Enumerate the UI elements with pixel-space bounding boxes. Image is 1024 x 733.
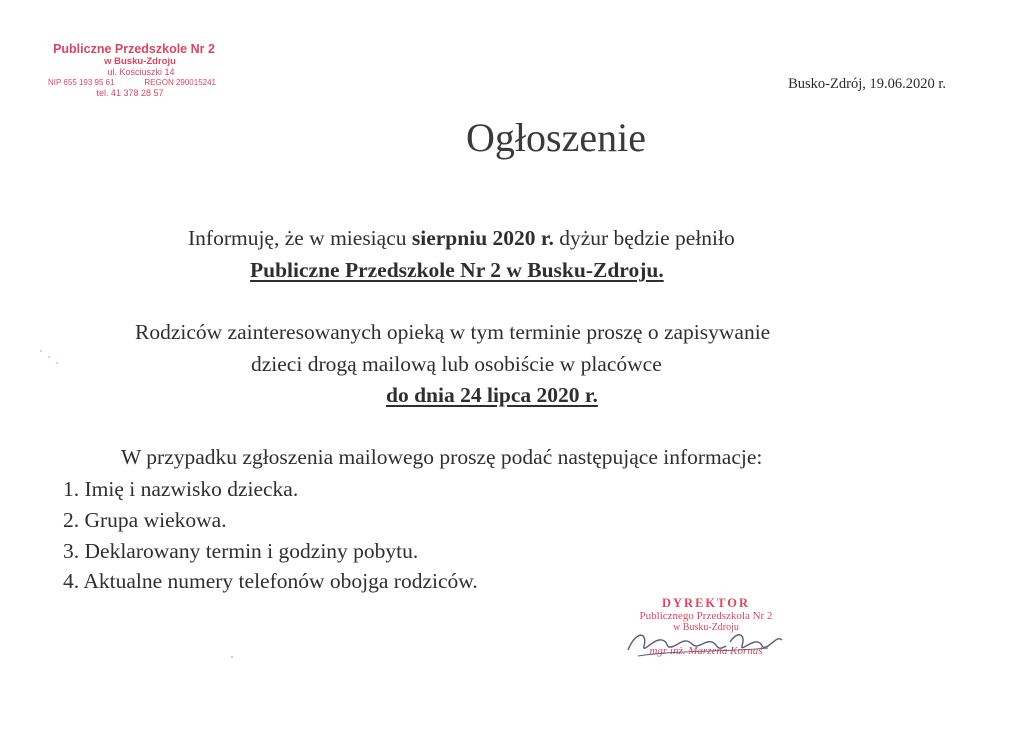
- paragraph-1-line-1: [188, 226, 735, 251]
- paragraph-2-line-2: dzieci drogą mailową lub osobiście w placówce: [251, 352, 662, 376]
- handwritten-signature-icon: [618, 620, 788, 664]
- p1-text-c: dyżur będzie pełniło: [553, 226, 735, 250]
- scan-speck: [48, 356, 50, 358]
- list-item: 2. Grupa wiekowa.: [63, 508, 227, 532]
- stamp-street: ul. Kościuszki 14: [107, 67, 175, 77]
- signature-city: w Busku-Zdroju: [673, 622, 739, 633]
- paragraph-2-deadline: do dnia 24 lipca 2020 r.: [386, 383, 598, 407]
- stamp-ids: [44, 78, 224, 88]
- document-date: Busko-Zdrój, 19.06.2020 r.: [788, 76, 946, 92]
- list-item: 4. Aktualne numery telefonów obojga rodziców.: [63, 569, 478, 593]
- stamp-regon: REGON 290015241: [144, 78, 216, 87]
- list-item: 1. Imię i nazwisko dziecka.: [63, 477, 299, 501]
- paragraph-2-line-1: Rodziców zainteresowanych opieką w tym terminie proszę o zapisywanie: [135, 320, 771, 344]
- paragraph-3-intro: W przypadku zgłoszenia mailowego proszę podać następujące informacje:: [121, 445, 763, 469]
- p1-month: sierpniu 2020 r.: [411, 226, 554, 250]
- signature-role: DYREKTOR: [661, 596, 750, 610]
- page-title: Ogłoszenie: [466, 115, 646, 160]
- signature-institution: Publicznego Przedszkola Nr 2: [639, 610, 773, 622]
- stamp-phone: tel. 41 378 28 57: [96, 88, 164, 98]
- signature-name: mgr inż. Marzena Kornaś: [649, 645, 763, 657]
- stamp-name: Publiczne Przedszkole Nr 2: [53, 42, 215, 56]
- paragraph-1-line-2: Publiczne Przedszkole Nr 2 w Busku-Zdroju.: [250, 258, 664, 282]
- scan-speck: [231, 656, 233, 658]
- scan-speck: [56, 362, 58, 364]
- institution-stamp: [44, 42, 224, 99]
- scan-speck: [40, 350, 42, 352]
- stamp-nip: NIP 655 193 95 61: [48, 78, 115, 87]
- list-item: 3. Deklarowany termin i godziny pobytu.: [63, 539, 419, 563]
- p1-text-a: Informuję, że w miesiącu: [188, 226, 412, 250]
- stamp-city: w Busku-Zdroju: [104, 56, 176, 67]
